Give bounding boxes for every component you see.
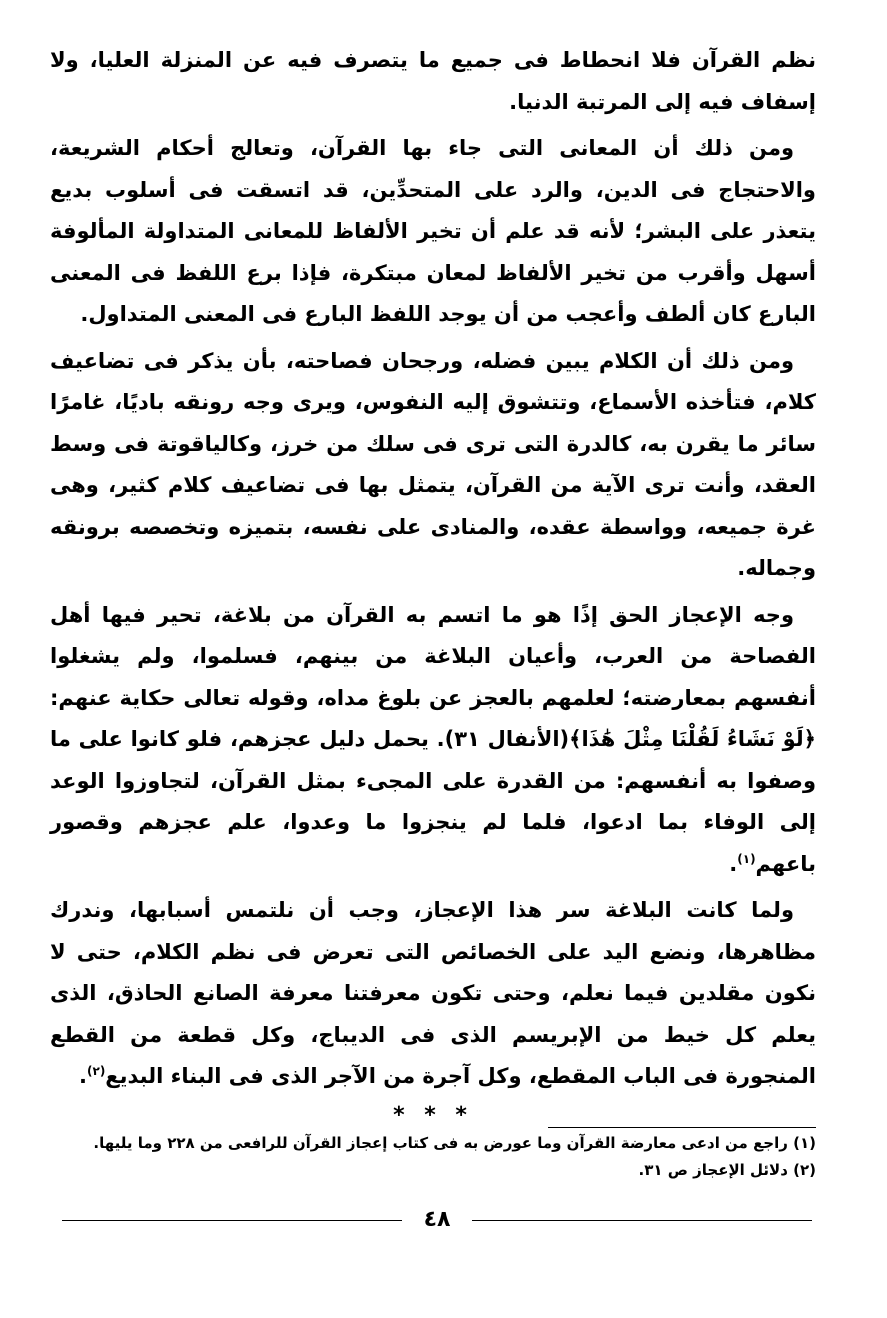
footnotes xyxy=(71,1130,816,1184)
footnote-2: (٢) دلائل الإعجاز ص ٣١. xyxy=(638,1161,816,1179)
footnote-divider xyxy=(548,1127,816,1128)
paragraph-1: نظم القرآن فلا انحطاط فى جميع ما يتصرف فيه عن المنزلة العليا، ولا إسفاف فيه إلى المرتبة الدنيا. xyxy=(50,48,816,114)
page-number: ٤٨ xyxy=(423,1207,451,1232)
section-separator: * * * xyxy=(393,1102,473,1128)
paragraph-3: ومن ذلك أن الكلام يبين فضله، ورجحان فصاحته، بأن يذكر فى تضاعيف كلام، فتأخذه الأسماع، وتتشوق إليه النفوس، ويرى وجه رونقه باديًا، غامرًا سائر ما يقرن به، كالدرة التى ترى فى سلك من خرز، وكالياقوتة فى وسط العقد، وأنت ترى الآية من القرآن، يتمثل بها فى تضاعيف كلام كثير، وهى غرة جميعه، وواسطة عقده، والمنادى على نفسه، بتميزه وتخصصه برونقه وجماله. xyxy=(50,348,816,580)
footer-rule-left xyxy=(62,1220,402,1221)
paragraph-5-text: ولما كانت البلاغة سر هذا الإعجاز، وجب أن نلتمس أسبابها، وندرك مظاهرها، ونضع اليد على الخصائص التى تعرض فى نظم الكلام، حتى لا نكون مقلدين فيما نعلم، وحتى تكون معرفتنا معرفة الصانع الحاذق، الذى يعلم كل خيط من الإبريسم الذى فى الديباج، وكل قطعة من القطع المنجورة فى الباب المقطع، وكل آجرة من الآجر الذى فى البناء البديع xyxy=(50,898,816,1088)
footnote-ref-2: (٢) xyxy=(87,1064,106,1078)
paragraph-4: وجه الإعجاز الحق إذًا هو ما اتسم به القرآن من بلاغة، تحير فيها أهل الفصاحة من العرب، وأعيان البلاغة من بينهم، فسلموا، ولم يشغلوا أنفسهم بمعارضته؛ لعلمهم بالعجز عن بلوغ مداه، وقوله تعالى حكاية عنهم: ﴿لَوْ نَشَاءُ لَقُلْنَا مِثْلَ هَٰذَا﴾(الأنفال ٣١). يحمل دليل عجزهم، فلو كانوا على ما وصفوا به أنفسهم: من القدرة على المجىء بمثل القرآن، لتجاوزوا الوعد إلى الوفاء بما ادعوا، فلما لم ينجزوا ما وعدوا، علم عجزهم وقصور باعهم$^{(١)}$. xyxy=(50,602,816,876)
paragraph-4-text: وجه الإعجاز الحق إذًا هو ما اتسم به القرآن من بلاغة، تحير فيها أهل الفصاحة من العرب، وأعيان البلاغة من بينهم، فسلموا، ولم يشغلوا أنفسهم بمعارضته؛ لعلمهم بالعجز عن بلوغ مداه، وقوله تعالى حكاية عنهم: ﴿لَوْ نَشَاءُ لَقُلْنَا مِثْلَ هَٰذَا﴾(الأنفال ٣١). يحمل دليل عجزهم، فلو كانوا على ما وصفوا به أنفسهم: من القدرة على المجىء بمثل القرآن، لتجاوزوا الوعد إلى الوفاء بما ادعوا، فلما لم ينجزوا ما وعدوا، علم عجزهم وقصور باعهم xyxy=(50,602,816,876)
page-body xyxy=(50,40,816,1133)
footnote-ref-1: (١) xyxy=(737,851,756,866)
page-footer xyxy=(62,1205,812,1235)
footnote-1: (١) راجع من ادعى معارضة القرآن وما عورض به فى كتاب إعجاز القرآن للرافعى من ٢٢٨ وما يليها. xyxy=(93,1134,816,1152)
paragraph-5: ولما كانت البلاغة سر هذا الإعجاز، وجب أن نلتمس أسبابها، وندرك مظاهرها، ونضع اليد على الخصائص التى تعرض فى نظم الكلام، حتى لا نكون مقلدين فيما نعلم، وحتى تكون معرفتنا معرفة الصانع الحاذق، الذى يعلم كل خيط من الإبريسم الذى فى الديباج، وكل قطعة من القطع المنجورة فى الباب المقطع، وكل آجرة من الآجر الذى فى البناء البديع$^{(٢)}$. xyxy=(50,898,816,1088)
paragraph-2: ومن ذلك أن المعانى التى جاء بها القرآن، وتعالج أحكام الشريعة، والاحتجاج فى الدين، والرد على المتحدِّين، قد اتسقت فى أسلوب بديع يتعذر على البشر؛ لأنه قد علم أن تخير الألفاظ للمعانى المتداولة المألوفة أسهل وأقرب من تخير الألفاظ لمعان مبتكرة، فإذا برع اللفظ فى المعنى البارع كان ألطف وأعجب من أن يوجد اللفظ البارع فى المعنى المتداول. xyxy=(50,136,816,326)
footer-rule-right xyxy=(472,1220,812,1221)
